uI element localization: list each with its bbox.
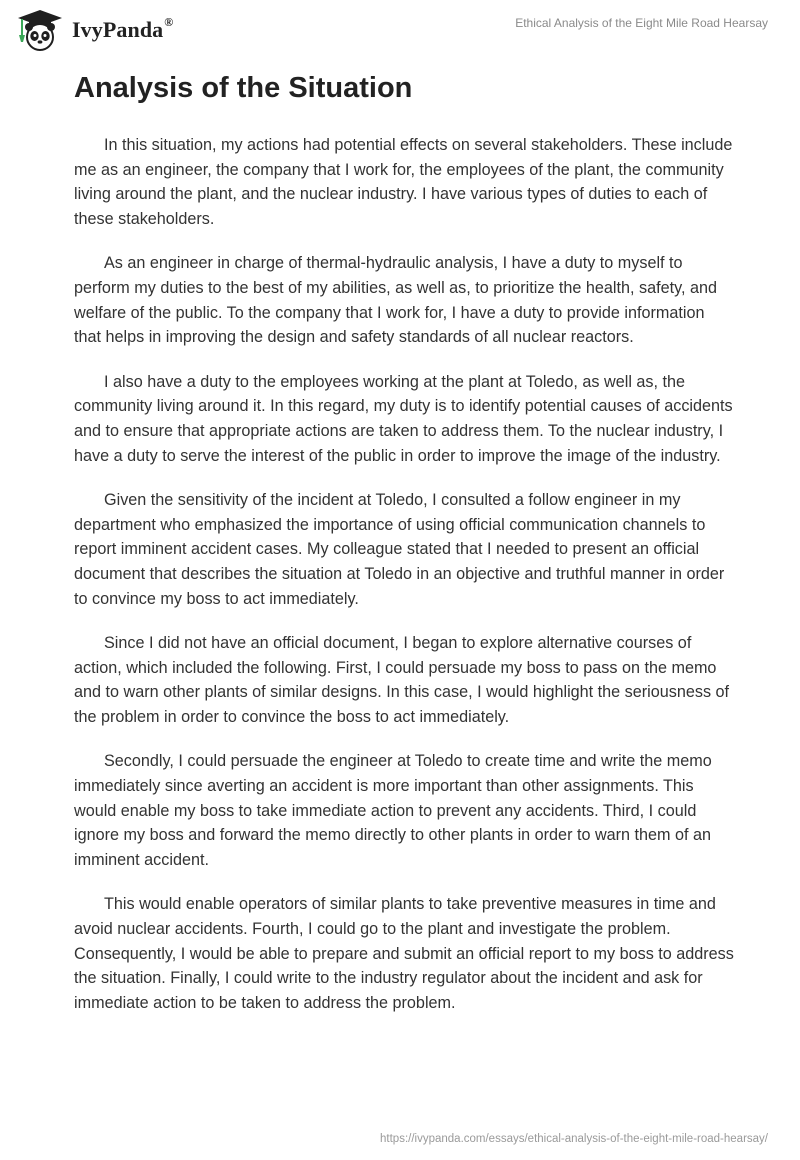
paragraph: I also have a duty to the employees working at the plant at Toledo, as well as, the community living around it. In this regard, my duty is to identify potential causes of accidents and to ensure that appropriate actions are taken to address them. To the nuclear industry, I have a duty to serve the interest of the public in order to improve the image of the industry. [74, 372, 733, 465]
source-url[interactable]: https://ivypanda.com/essays/ethical-analysis-of-the-eight-mile-road-hearsay/ [380, 1133, 768, 1145]
document-title: Ethical Analysis of the Eight Mile Road Hearsay [515, 16, 768, 30]
paragraph: As an engineer in charge of thermal-hydraulic analysis, I have a duty to myself to perform my duties to the best of my abilities, as well as, to prioritize the health, safety, and welfare of the public. To the company that I work for, I have a duty to provide information that helps in improving the design and safety standards of all nuclear reactors. [74, 254, 718, 347]
ivypanda-logo[interactable] [14, 8, 173, 52]
paragraph: In this situation, my actions had potential effects on several stakeholders. These include me as an engineer, the company that I work for, the employees of the plant, the community living around the plant, and the nuclear industry. I have various types of duties to each of these stakeholders. [74, 136, 733, 228]
page-header [0, 0, 800, 60]
section-heading: Analysis of the Situation [74, 72, 413, 104]
paragraph: Given the sensitivity of the incident at Toledo, I consulted a follow engineer in my department who emphasized the importance of using official communication channels to report imminent accident cases. My colleague stated that I needed to present an official document that describes the situation at Toledo in an objective and truthful manner in order to convince my boss to act immediately. [74, 491, 725, 608]
essay-body [74, 133, 734, 1035]
brand-name: IvyPanda® [72, 15, 174, 42]
paragraph: Since I did not have an official document, I began to explore alternative courses of action, which included the following. First, I could persuade my boss to pass on the memo and to warn other plants of similar designs. In this case, I would highlight the seriousness of the problem in order to convince the boss to act immediately. [74, 634, 730, 726]
paragraph: This would enable operators of similar plants to take preventive measures in time and avoid nuclear accidents. Fourth, I could go to the plant and investigate the problem. Consequently, I would be able to prepare and submit an official report to my boss to address the situation. Finally, I could write to the industry regulator about the incident and ask for immediate action to be taken to address the problem. [74, 895, 734, 1012]
panda-graduate-icon [14, 8, 66, 52]
paragraph: Secondly, I could persuade the engineer at Toledo to create time and write the memo immediately since averting an accident is more important than other assignments. This would enable my boss to take immediate action to prevent any accidents. Third, I could ignore my boss and forward the memo directly to other plants in order to warn them of an imminent accident. [74, 752, 712, 869]
